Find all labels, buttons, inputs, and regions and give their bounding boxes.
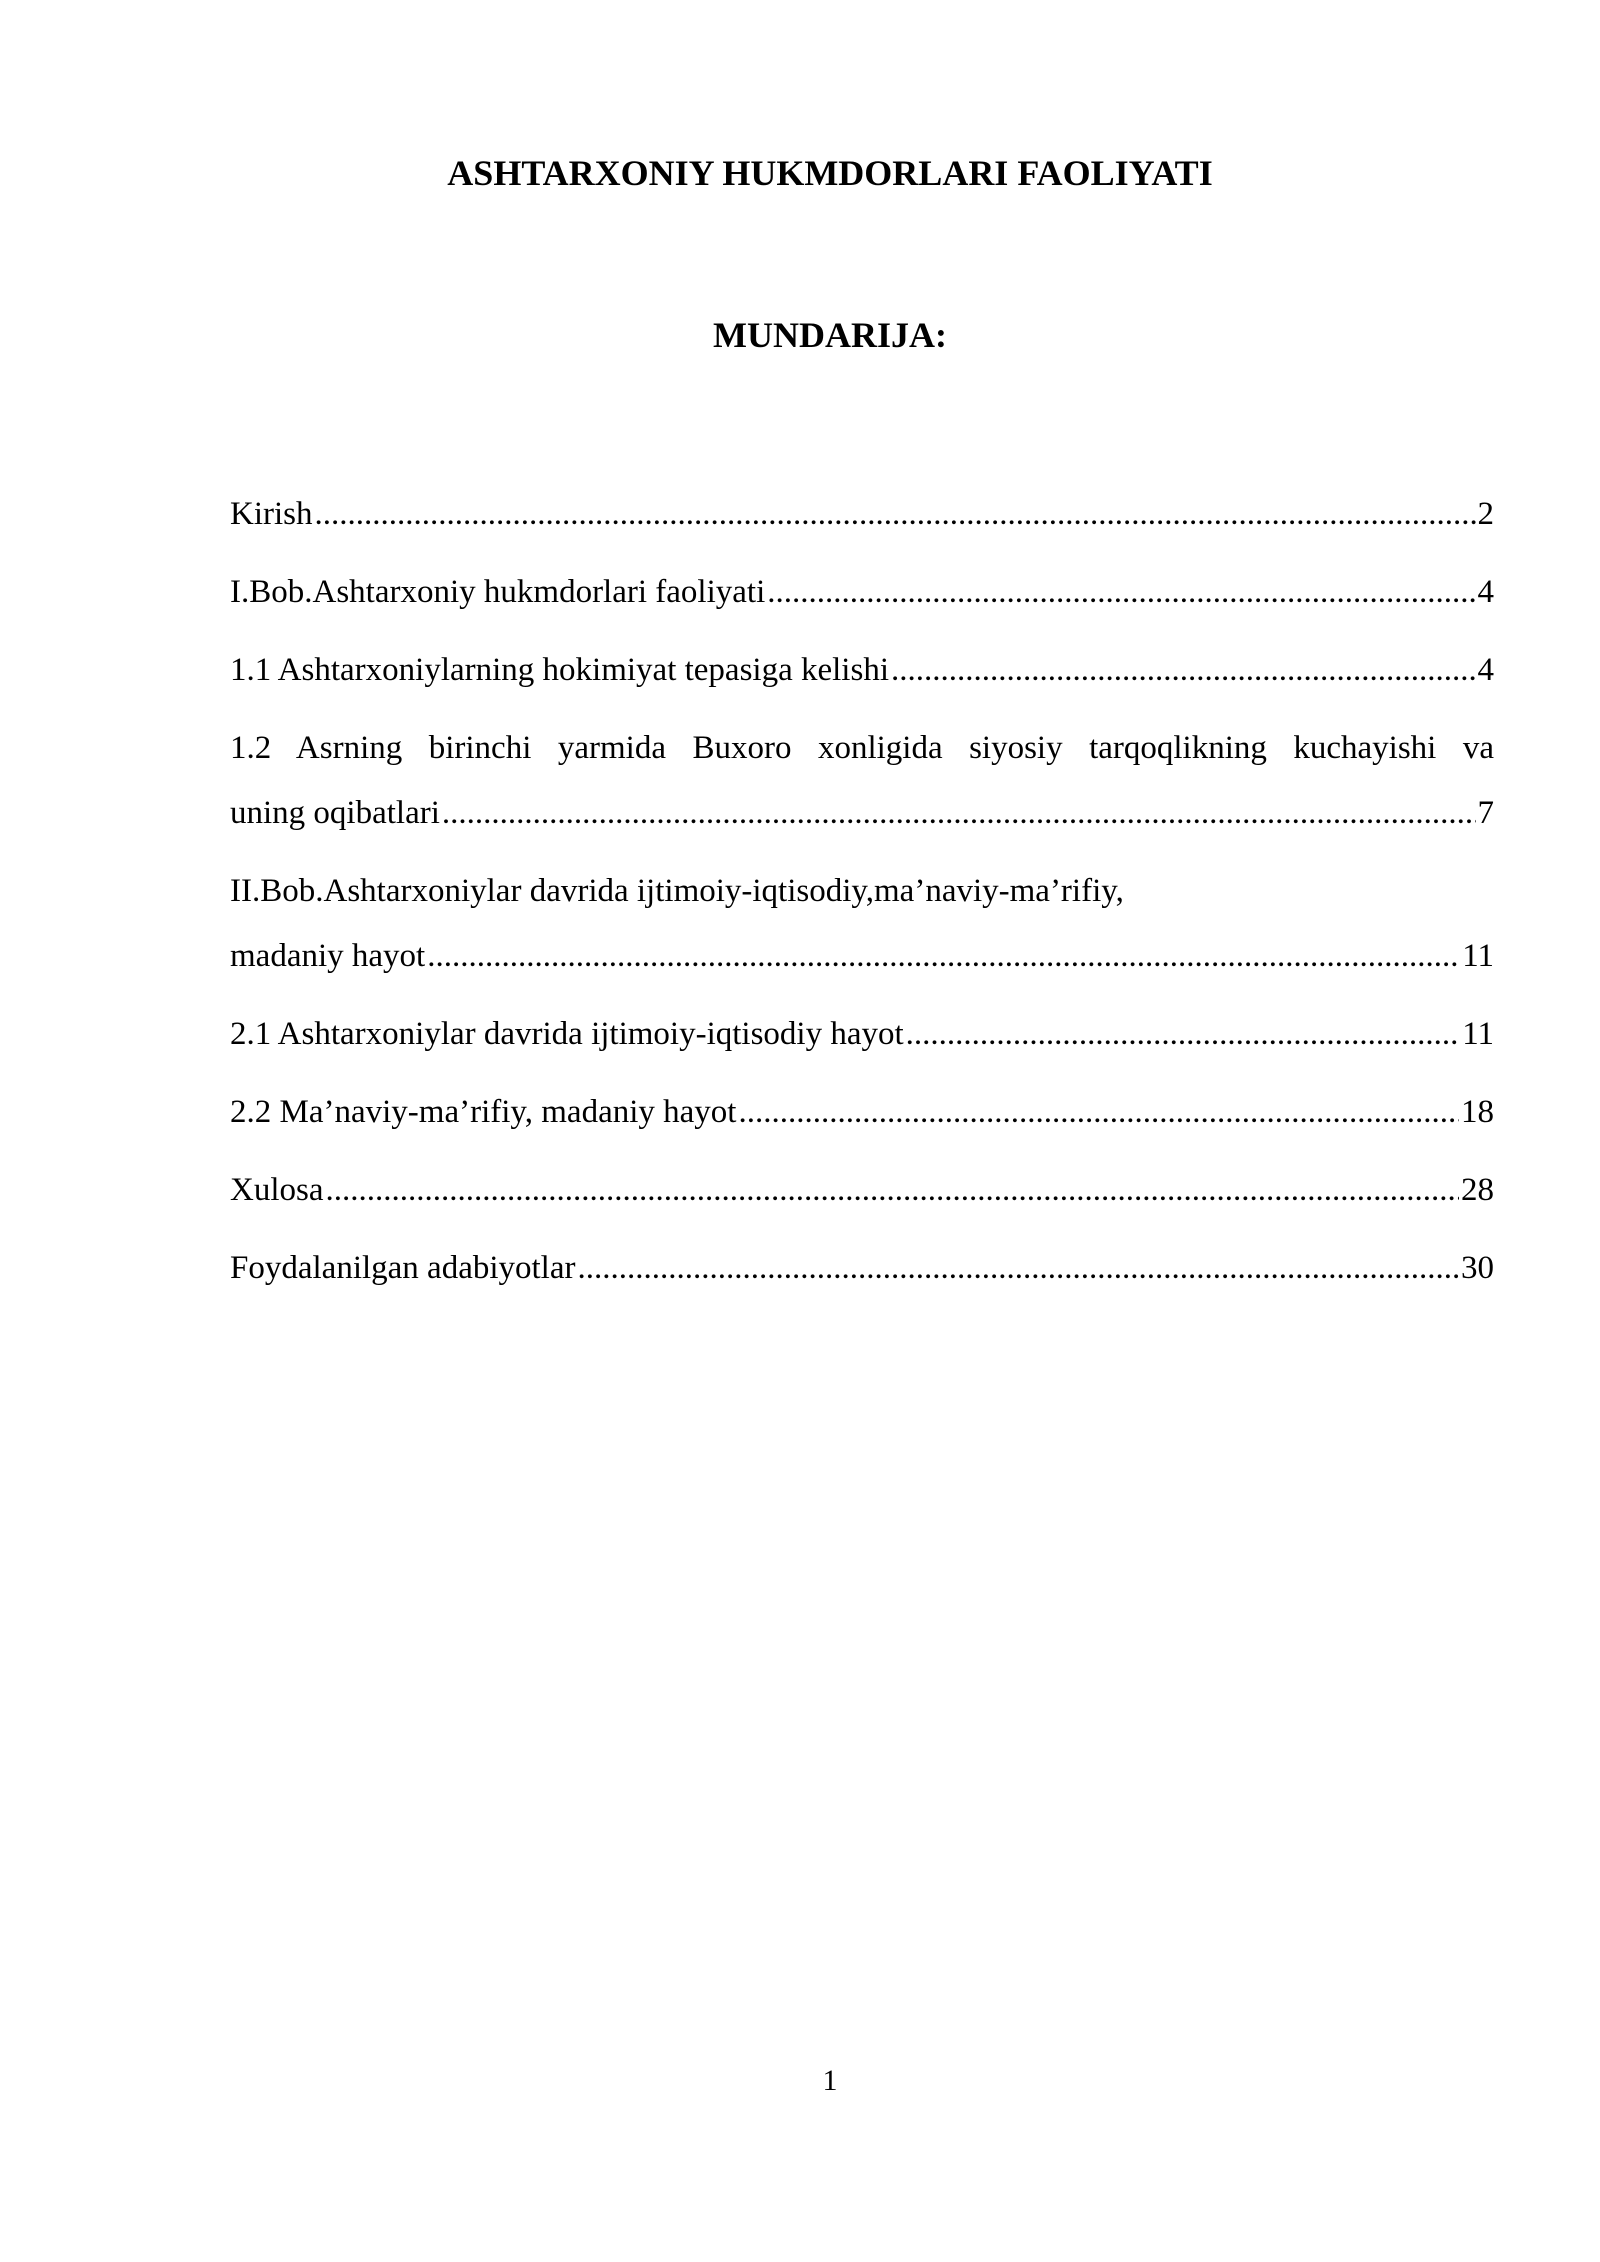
toc-page-number: 7 <box>1477 795 1494 831</box>
toc-heading: MUNDARIJA: <box>713 315 947 355</box>
toc-page-number: 28 <box>1461 1172 1494 1208</box>
toc-dot-leader <box>427 924 1460 989</box>
toc-line <box>230 1236 1494 1301</box>
toc-line <box>230 1080 1494 1145</box>
toc-entry-title: Xulosa <box>230 1172 324 1208</box>
toc-entry-section-2-2[interactable] <box>230 1080 1494 1145</box>
toc-line <box>230 1158 1494 1223</box>
toc-entry-title: Kirish <box>230 496 313 532</box>
toc-entry-xulosa[interactable] <box>230 1158 1494 1223</box>
toc-dot-leader <box>906 1002 1461 1067</box>
toc-line <box>230 560 1494 625</box>
toc-line <box>230 1002 1494 1067</box>
toc-entry-title: 1.1 Ashtarxoniylarning hokimiyat tepasiga kelishi <box>230 652 889 688</box>
toc-entry-title-line-1: 1.2 Asrning birinchi yarmida Buxoro xonligida siyosiy tarqoqlikning kuchayishi va <box>230 730 1494 766</box>
toc-dot-leader <box>767 560 1475 625</box>
toc-entry-title: uning oqibatlari <box>230 795 440 831</box>
page-number: 1 <box>822 2064 838 2097</box>
toc-dot-leader <box>442 781 1476 846</box>
toc-entry-title: madaniy hayot <box>230 938 426 974</box>
toc-entry-title: 2.2 Ma’naviy-ma’rifiy, madaniy hayot <box>230 1094 737 1130</box>
toc-entry-section-2-1[interactable] <box>230 1002 1494 1067</box>
toc-dot-leader <box>891 638 1476 703</box>
toc-page-number: 30 <box>1461 1250 1494 1286</box>
toc-line <box>230 924 1494 989</box>
toc-dot-leader <box>578 1236 1460 1301</box>
toc-entry-title-line-1: II.Bob.Ashtarxoniylar davrida ijtimoiy-iqtisodiy,ma’naviy-ma’rifiy, <box>230 873 1124 909</box>
page-title: ASHTARXONIY HUKMDORLARI FAOLIYATI <box>447 153 1213 193</box>
toc-page-number: 18 <box>1461 1094 1494 1130</box>
toc-line <box>230 482 1494 547</box>
toc-page-number: 4 <box>1477 574 1494 610</box>
toc-entry-section-1-1[interactable] <box>230 638 1494 703</box>
table-of-contents <box>230 482 1494 1314</box>
toc-entry-title: I.Bob.Ashtarxoniy hukmdorlari faoliyati <box>230 574 766 610</box>
toc-page-number: 11 <box>1462 938 1494 974</box>
toc-dot-leader <box>315 482 1476 547</box>
toc-entry-kirish[interactable] <box>230 482 1494 547</box>
toc-entry-section-1-2[interactable] <box>230 716 1494 846</box>
toc-page-number: 2 <box>1477 496 1494 532</box>
toc-page-number: 4 <box>1477 652 1494 688</box>
toc-dot-leader <box>326 1158 1460 1223</box>
toc-page-number: 11 <box>1462 1016 1494 1052</box>
toc-entry-title: Foydalanilgan adabiyotlar <box>230 1250 576 1286</box>
toc-line <box>230 781 1494 846</box>
toc-entry-chapter-2[interactable] <box>230 859 1494 989</box>
toc-entry-chapter-1[interactable] <box>230 560 1494 625</box>
toc-dot-leader <box>738 1080 1459 1145</box>
toc-entry-title: 2.1 Ashtarxoniylar davrida ijtimoiy-iqtisodiy hayot <box>230 1016 904 1052</box>
toc-line <box>230 638 1494 703</box>
toc-entry-references[interactable] <box>230 1236 1494 1301</box>
